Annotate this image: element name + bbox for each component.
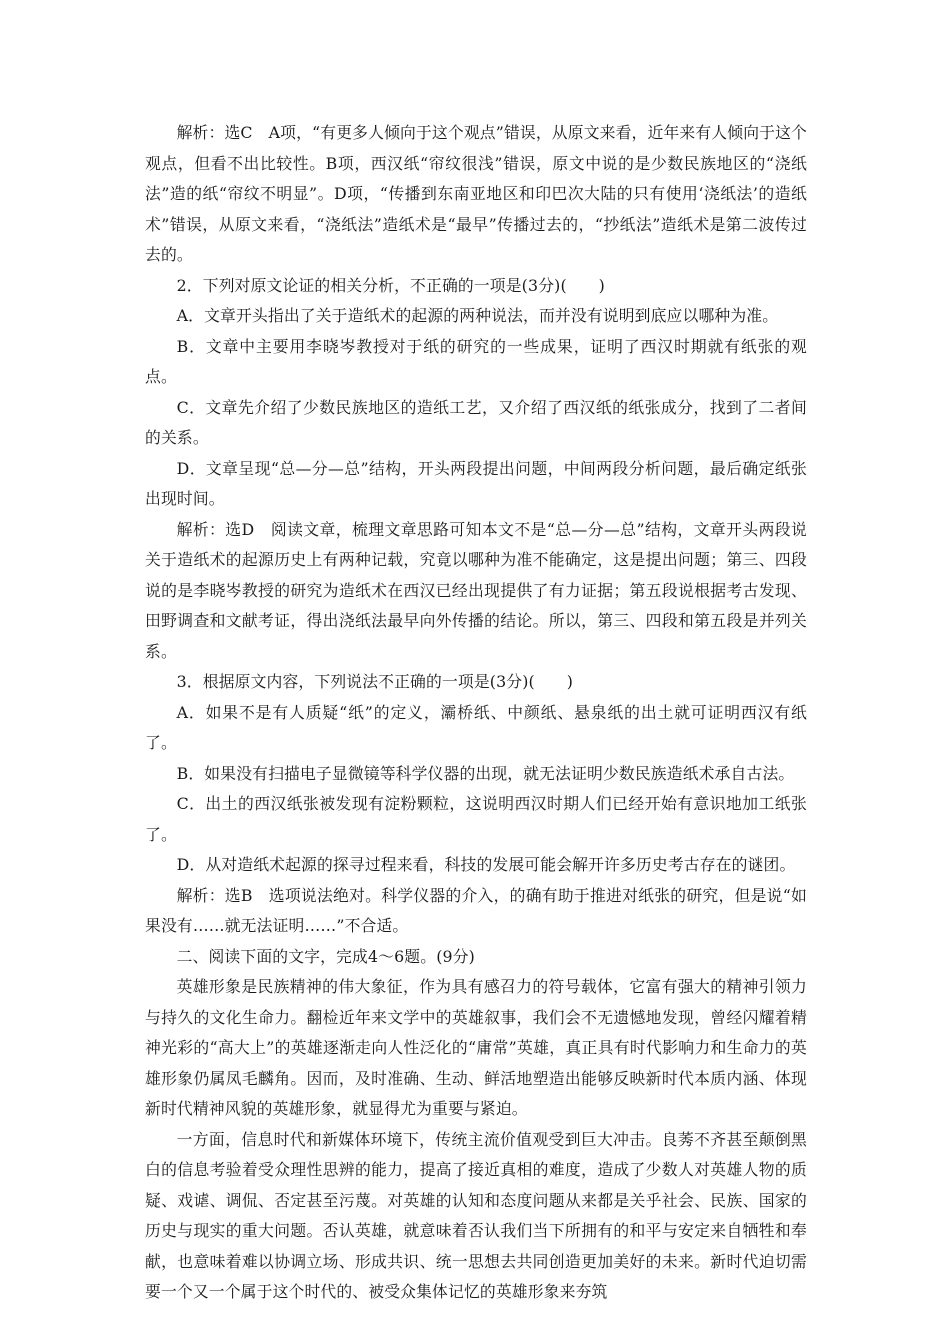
question-2-option-c: C．文章先介绍了少数民族地区的造纸工艺，又介绍了西汉纸的纸张成分，找到了二者间的关系。 bbox=[145, 397, 807, 447]
section-heading: 二、阅读下面的文字，完成4～6题。(9分) bbox=[176, 946, 475, 966]
question-2-option-d: D．文章呈现“总—分—总”结构，开头两段提出问题，中间两段分析问题，最后确定纸张出现时间。 bbox=[145, 458, 807, 508]
question-3-option-a: A．如果不是有人质疑“纸”的定义，灞桥纸、中颜纸、悬泉纸的出土就可证明西汉有纸了。 bbox=[145, 702, 807, 752]
question-3-option-c: C．出土的西汉纸张被发现有淀粉颗粒，这说明西汉时期人们已经开始有意识地加工纸张了。 bbox=[145, 794, 807, 844]
analysis-paragraph: 解析：选C A项，“有更多人倾向于这个观点”错误，从原文来看，近年来有人倾向于这个观点，但看不出比较性。B项，西汉纸“帘纹很浅”错误，原文中说的是少数民族地区的“浇纸法”造的纸“帘纹不明显”。D项，“传播到东南亚地区和印巴次大陆的只有使用‘浇纸法’的造纸术”错误，从原文来看，“浇纸法”造纸术是“最早”传播过去的，“抄纸法”造纸术是第二波传过去的。 bbox=[145, 123, 807, 264]
passage-paragraph: 英雄形象是民族精神的伟大象征，作为具有感召力的符号载体，它富有强大的精神引领力与持久的文化生命力。翻检近年来文学中的英雄叙事，我们会不无遗憾地发现，曾经闪耀着精神光彩的“高大上”的英雄逐渐走向人性泛化的“庸常”英雄，真正具有时代影响力和生命力的英雄形象仍属凤毛麟角。因而，及时准确、生动、鲜活地塑造出能够反映新时代本质内涵、体现新时代精神风貌的英雄形象，就显得尤为重要与紧迫。 bbox=[145, 977, 807, 1118]
passage-paragraph: 一方面，信息时代和新媒体环境下，传统主流价值观受到巨大冲击。良莠不齐甚至颠倒黑白的信息考验着受众理性思辨的能力，提高了接近真相的难度，造成了少数人对英雄人物的质疑、戏谑、调侃、否定甚至污蔑。对英雄的认知和态度问题从来都是关乎社会、民族、国家的历史与现实的重大问题。否认英雄，就意味着否认我们当下所拥有的和平与安定来自牺牲和奉献，也意味着难以协调立场、形成共识、统一思想去共同创造更加美好的未来。新时代迫切需要一个又一个属于这个时代的、被受众集体记忆的英雄形象来夯筑 bbox=[145, 1129, 807, 1301]
question-3-stem: 3．根据原文内容，下列说法不正确的一项是(3分)( ) bbox=[176, 672, 574, 691]
question-2-stem: 2．下列对原文论证的相关分析，不正确的一项是(3分)( ) bbox=[176, 275, 605, 295]
analysis-paragraph: 解析：选B 选项说法绝对。科学仪器的介入，的确有助于推进对纸张的研究，但是说“如果没有……就无法证明……”不合适。 bbox=[145, 885, 807, 935]
analysis-paragraph: 解析：选D 阅读文章，梳理文章思路可知本文不是“总—分—总”结构，文章开头两段说关于造纸术的起源历史上有两种记载，究竟以哪种为准不能确定，这是提出问题；第三、四段说的是李晓岑教授的研究为造纸术在西汉已经出现提供了有力证据；第五段说根据考古发现、田野调查和文献考证，得出浇纸法最早向外传播的结论。所以，第三、四段和第五段是并列关系。 bbox=[145, 519, 807, 661]
question-3-option-d: D．从对造纸术起源的探寻过程来看，科技的发展可能会解开许多历史考古存在的谜团。 bbox=[176, 855, 796, 874]
question-3-option-b: B．如果没有扫描电子显微镜等科学仪器的出现，就无法证明少数民族造纸术承自古法。 bbox=[176, 763, 795, 783]
question-2-option-b: B．文章中主要用李晓岑教授对于纸的研究的一些成果，证明了西汉时期就有纸张的观点。 bbox=[145, 336, 807, 386]
document-page bbox=[145, 118, 807, 1308]
question-2-option-a: A．文章开头指出了关于造纸术的起源的两种说法，而并没有说明到底应以哪种为准。 bbox=[176, 306, 779, 325]
